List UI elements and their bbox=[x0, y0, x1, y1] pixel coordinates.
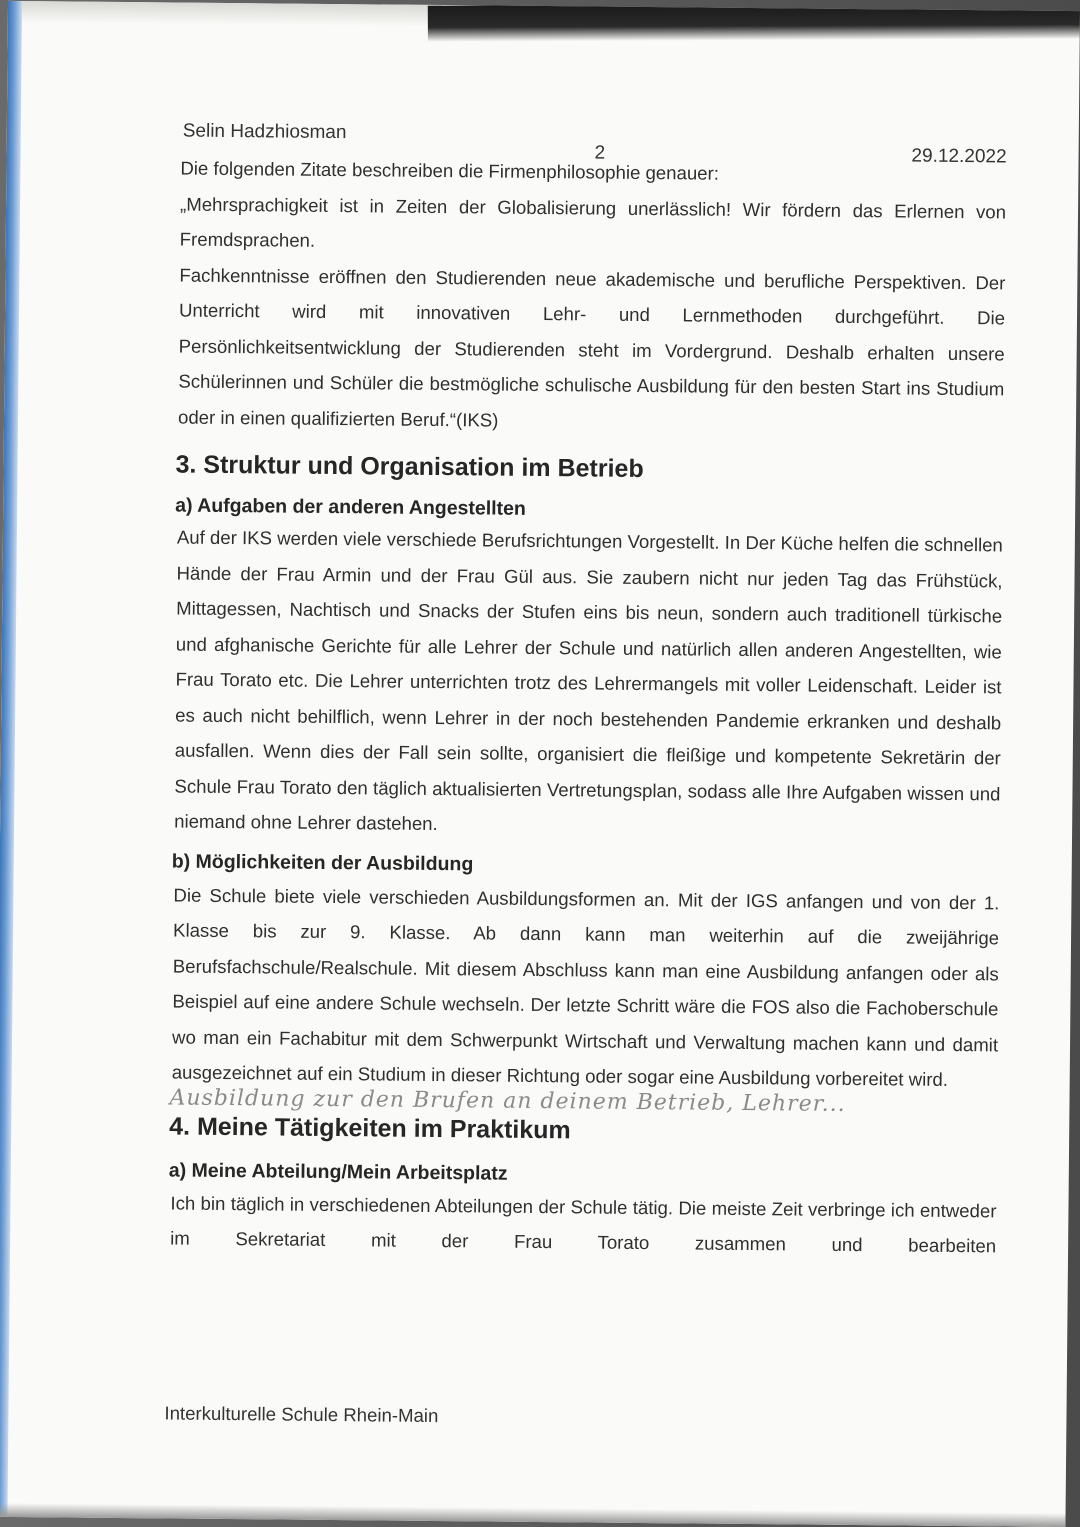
section-3b-text: Die Schule biete viele verschieden Ausbildungsformen an. Mit der IGS anfangen und von der 1. Klasse bis zur 9. Klasse. Ab dann kann man weiterhin auf die zweijährige Berufsfachschule/Realschule. Mit diesem Abschluss kann man eine Ausbildung anfangen oder als Beispiel auf eine andere Schule wechseln. Der letzte Schritt wäre die FOS also die Fachoberschule wo man ein Fachabitur mit dem Schwerpunkt Wirtschaft und Verwaltung machen kann und damit ausgezeichnet auf ein Studium in dieser Richtung oder sogar eine Ausbildung vorbereitet wird. bbox=[171, 883, 1000, 1090]
handwritten-note: Ausbildung zur den Brufen an deinem Betrieb, Lehrer... bbox=[169, 1084, 846, 1117]
section-4-heading: 4. Meine Tätigkeiten im Praktikum bbox=[169, 1111, 571, 1144]
section-3-heading: 3. Struktur und Organisation im Betrieb bbox=[175, 450, 644, 483]
intro-quote-continued: Fachkenntnisse eröffnen den Studierenden neue akademische und berufliche Perspektiven. Der Unterricht wird mit innovativen Lehr- und Lernmethoden durchgeführt. Die Persönlichkeitsentwicklung der Studierenden steht im Vordergrund. Deshalb erhalten unsere Schülerinnen und Schüler die bestmögliche schulische Ausbildung für den besten Start ins Studium oder in einen qualifizierten Beruf.“(IKS) bbox=[177, 264, 1006, 431]
section-3a-text: Auf der IKS werden viele verschiede Berufsrichtungen Vorgestellt. In Der Küche helfen die schnellen Hände der Frau Armin und der Frau Gül aus. Sie zaubern nicht nur jeden Tag das Frühstück, Mittagessen, Nachtisch und Snacks der Stufen eins bis neun, sondern auch traditionell türkische und afghanische Gerichte für alle Lehrer der Schule und natürlich allen anderen Angestellten, wie Frau Torato etc. Die Lehrer unterrichten trotz des Lehrermangels mit voller Leidenschaft. Leider ist es auch nicht behilflich, wenn Lehrer in der noch bestehenden Pandemie erkranken und deshalb ausfallen. Wenn dies der Fall sein sollte, organisiert die fleißige und kompetente Sekretärin der Schule Frau Torato den täglich aktualisierten Vertretungsplan, sodass alle Ihre Aufgaben wissen und niemand ohne Lehrer dastehen. bbox=[174, 526, 1003, 835]
page-content bbox=[160, 114, 1007, 1263]
section-4a-heading: a) Meine Abteilung/Mein Arbeitsplatz bbox=[168, 1158, 508, 1185]
page-footer: Interkulturelle Schule Rhein-Main bbox=[164, 1402, 439, 1427]
page-number: 2 bbox=[594, 142, 606, 164]
section-3b-heading: b) Möglichkeiten der Ausbildung bbox=[171, 849, 474, 875]
section-4a-text: Ich bin täglich in verschiedenen Abteilungen der Schule tätig. Die meiste Zeit verbringe ich entweder im Sekretariat mit der Frau Torato zusammen und bearbeiten bbox=[170, 1191, 997, 1257]
document-page bbox=[0, 1, 1080, 1527]
section-3a-heading: a) Aufgaben der anderen Angestellten bbox=[175, 494, 526, 520]
intro-quote: „Mehrsprachigkeit ist in Zeiten der Globalisierung unerlässlich! Wir fördern das Erlernen von Fremdsprachen. bbox=[179, 193, 1007, 251]
author-name: Selin Hadzhiosman bbox=[182, 120, 347, 144]
intro-lead: Die folgenden Zitate beschreiben die Firmenphilosophie genauer: bbox=[180, 157, 720, 184]
page-shadow-top-left bbox=[22, 1, 442, 27]
document-date: 29.12.2022 bbox=[911, 145, 1007, 168]
